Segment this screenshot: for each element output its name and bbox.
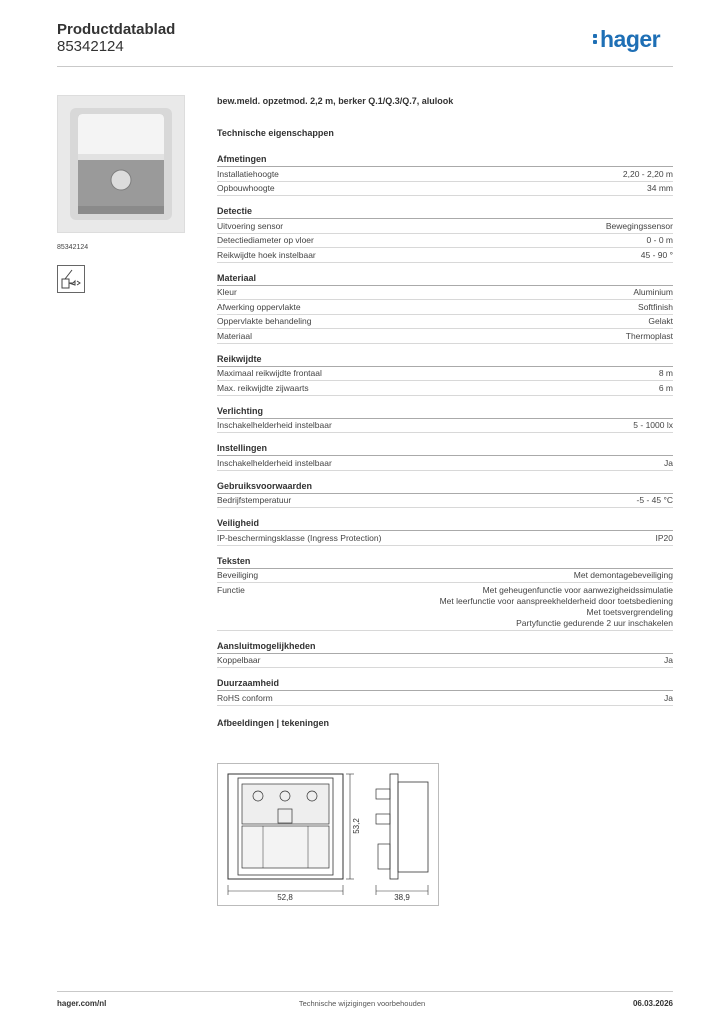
product-number: 85342124 <box>57 38 124 55</box>
dim-height-label: 53,2 <box>352 818 361 834</box>
spec-label: Uitvoering sensor <box>217 220 284 231</box>
side-view-drawing <box>376 774 428 895</box>
spec-row <box>217 569 673 584</box>
page-title: Productdatablad <box>57 21 176 38</box>
spec-value-line: Met geheugenfunctie voor aanwezigheidssimulatie <box>482 584 673 595</box>
spec-value <box>664 655 673 666</box>
spec-label: Opbouwhoogte <box>217 183 275 193</box>
spec-label: IP-beschermingsklasse (Ingress Protection) <box>217 532 382 543</box>
spec-label: Maximaal reikwijdte frontaal <box>217 368 322 378</box>
spec-value <box>574 570 673 581</box>
spec-value <box>440 585 673 629</box>
front-view-drawing <box>228 774 354 895</box>
section-title: Materiaal <box>217 273 673 286</box>
spec-value <box>633 420 673 431</box>
spec-label: Reikwijdte hoek instelbaar <box>217 249 316 260</box>
spec-value-line: 6 m <box>658 382 673 393</box>
spec-label: Materiaal <box>217 330 252 341</box>
spec-value-line: 34 mm <box>647 183 673 193</box>
spec-label: Inschakelhelderheid instelbaar <box>217 457 332 468</box>
spec-label: Max. reikwijdte zijwaarts <box>217 382 309 393</box>
section-title: Verlichting <box>217 406 673 419</box>
spec-row <box>217 167 673 182</box>
section-title: Aansluitmogelijkheden <box>217 641 673 654</box>
dim-depth-label: 38,9 <box>394 893 410 902</box>
spec-value-line: Met toetsvergrendeling <box>586 606 673 617</box>
section-title: Duurzaamheid <box>217 678 673 691</box>
spec-value <box>659 368 673 379</box>
logo-text: hager <box>600 26 661 52</box>
product-description: bew.meld. opzetmod. 2,2 m, berker Q.1/Q.3/Q.7, alulook <box>217 96 454 106</box>
motion-detector-image <box>58 96 184 232</box>
dim-width-label: 52,8 <box>277 893 293 902</box>
header-divider <box>57 66 673 67</box>
section-title: Instellingen <box>217 443 673 456</box>
spec-section <box>217 641 673 669</box>
spec-value-line: 8 m <box>658 368 673 378</box>
spec-value-line: 2,20 - 2,20 m <box>622 168 673 179</box>
spec-value-line: Met demontagebeveiliging <box>573 570 673 580</box>
footer-date: 06.03.2026 <box>632 999 673 1008</box>
spec-row <box>217 367 673 382</box>
logo-dots-icon <box>593 32 598 46</box>
spec-row <box>217 300 673 315</box>
spec-value-line: IP20 <box>655 532 673 543</box>
spec-row <box>217 248 673 263</box>
spec-section <box>217 273 673 344</box>
spec-section <box>217 206 673 263</box>
spec-row <box>217 494 673 509</box>
spec-row <box>217 583 673 631</box>
section-title: Detectie <box>217 206 673 219</box>
spec-row <box>217 315 673 330</box>
spec-value-line: 0 - 0 m <box>646 235 673 245</box>
spec-value-line: Gelakt <box>648 316 673 326</box>
spec-value-line: Ja <box>664 457 673 468</box>
photo-caption: 85342124 <box>57 244 89 251</box>
footer-website: hager.com/nl <box>57 999 107 1008</box>
section-title: Teksten <box>217 556 673 569</box>
spec-label: Detectiediameter op vloer <box>217 235 314 245</box>
technical-drawing <box>217 763 439 906</box>
footer-divider <box>57 991 673 992</box>
spec-row <box>217 419 673 434</box>
section-title: Reikwijdte <box>217 354 673 367</box>
spec-label: Beveiliging <box>217 570 259 580</box>
spec-value-line: 5 - 1000 lx <box>633 420 673 430</box>
spec-label: Koppelbaar <box>217 655 261 665</box>
spec-row <box>217 531 673 546</box>
spec-value-line: Met leerfunctie voor aanspreekhelderheid door toetsbediening <box>439 595 673 606</box>
footer-note: Technische wijzigingen voorbehouden <box>298 999 426 1008</box>
spec-value <box>641 250 673 261</box>
spec-row <box>217 654 673 669</box>
spec-row <box>217 219 673 234</box>
spec-value <box>626 331 673 342</box>
spec-value-line: Aluminium <box>633 287 673 297</box>
spec-row <box>217 234 673 249</box>
spec-row <box>217 329 673 344</box>
spec-value <box>623 169 673 180</box>
motion-detector-symbol-icon <box>57 265 85 293</box>
spec-value <box>633 287 673 298</box>
spec-value-line: Thermoplast <box>625 330 673 341</box>
spec-value-line: -5 - 45 °C <box>636 495 673 505</box>
spec-section <box>217 354 673 396</box>
spec-section <box>217 443 673 471</box>
spec-value-line: Ja <box>664 692 673 703</box>
spec-row <box>217 381 673 396</box>
spec-section <box>217 481 673 509</box>
spec-value <box>606 221 673 232</box>
spec-row <box>217 182 673 197</box>
spec-label: Bedrijfstemperatuur <box>217 495 292 505</box>
spec-value <box>638 302 673 313</box>
spec-section <box>217 154 673 196</box>
section-title: Gebruiksvoorwaarden <box>217 481 673 494</box>
spec-row <box>217 691 673 706</box>
spec-value <box>664 458 673 469</box>
spec-section <box>217 678 673 706</box>
spec-label: Inschakelhelderheid instelbaar <box>217 420 332 430</box>
section-title: Veiligheid <box>217 518 673 531</box>
spec-row <box>217 456 673 471</box>
spec-value <box>647 235 673 246</box>
section-title: Afmetingen <box>217 154 673 167</box>
spec-label: Oppervlakte behandeling <box>217 316 312 326</box>
spec-value <box>664 693 673 704</box>
spec-section <box>217 406 673 434</box>
spec-row <box>217 286 673 301</box>
spec-value-line: Ja <box>664 655 673 665</box>
spec-label: Functie <box>217 584 245 595</box>
spec-label: Installatiehoogte <box>217 168 279 179</box>
spec-section <box>217 518 673 546</box>
spec-label: RoHS conform <box>217 692 273 703</box>
spec-value-line: Bewegingssensor <box>605 220 673 231</box>
images-heading: Afbeeldingen | tekeningen <box>217 717 330 728</box>
spec-label: Afwerking oppervlakte <box>217 301 301 312</box>
spec-value <box>647 183 673 194</box>
spec-value <box>648 316 673 327</box>
spec-section <box>217 556 673 631</box>
spec-label: Kleur <box>217 287 237 297</box>
main-content <box>217 96 673 734</box>
spec-value <box>659 383 673 394</box>
spec-value-line: Softfinish <box>638 301 673 312</box>
product-photo <box>57 95 185 233</box>
spec-sections <box>217 154 673 706</box>
spec-value <box>656 533 674 544</box>
spec-value <box>637 495 673 506</box>
tech-heading: Technische eigenschappen <box>217 128 334 138</box>
spec-value-line: Partyfunctie gedurende 2 uur inschakelen <box>516 617 673 628</box>
hager-logo <box>593 26 660 53</box>
spec-value-line: 45 - 90 ° <box>640 249 673 260</box>
